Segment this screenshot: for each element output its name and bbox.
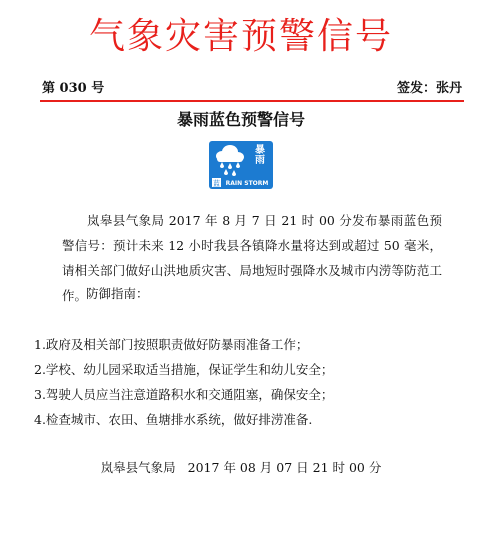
icon-caption: RAIN STORM [225, 180, 269, 187]
issuer-footer [0, 458, 482, 478]
document-title: 气象灾害预警信号 [88, 16, 393, 57]
icon-characters: 暴雨 [252, 144, 264, 164]
announcement-paragraph: 岚皋县气象局 2017 年 8 月 7 日 21 时 00 分发布暴雨蓝色预警信号：预计未来 12 小时我县各镇降水量将达到或超过 50 毫米，请相关部门做好山洪地质灾害、局地短时强降水及城市内涝等防范工作。 [62, 213, 442, 303]
guideline-item: 2.学校、幼儿园采取适当措施，保证学生和幼儿安全； [34, 362, 334, 377]
document-meta [42, 79, 462, 99]
issue-datetime: 2017 年 08 月 07 日 21 时 00 分 [187, 460, 382, 475]
guideline-list [34, 332, 333, 432]
guideline-item: 1.政府及相关部门按照职责做好防暴雨准备工作； [34, 337, 309, 352]
signal-title: 暴雨蓝色预警信号 [176, 110, 305, 129]
red-divider [40, 100, 464, 102]
icon-tag: 蓝 [213, 179, 220, 188]
rainstorm-blue-icon [209, 141, 273, 189]
guideline-item: 4.检查城市、农田、鱼塘排水系统，做好排涝准备. [34, 412, 313, 427]
guideline-item: 3.驾驶人员应当注意道路积水和交通阻塞，确保安全； [34, 387, 334, 402]
signer-label: 签发：张丹 [396, 81, 462, 96]
issuer-name: 岚皋县气象局 [100, 460, 176, 475]
guide-title: 防御指南： [86, 286, 149, 301]
document-number: 第 030 号 [42, 81, 105, 96]
